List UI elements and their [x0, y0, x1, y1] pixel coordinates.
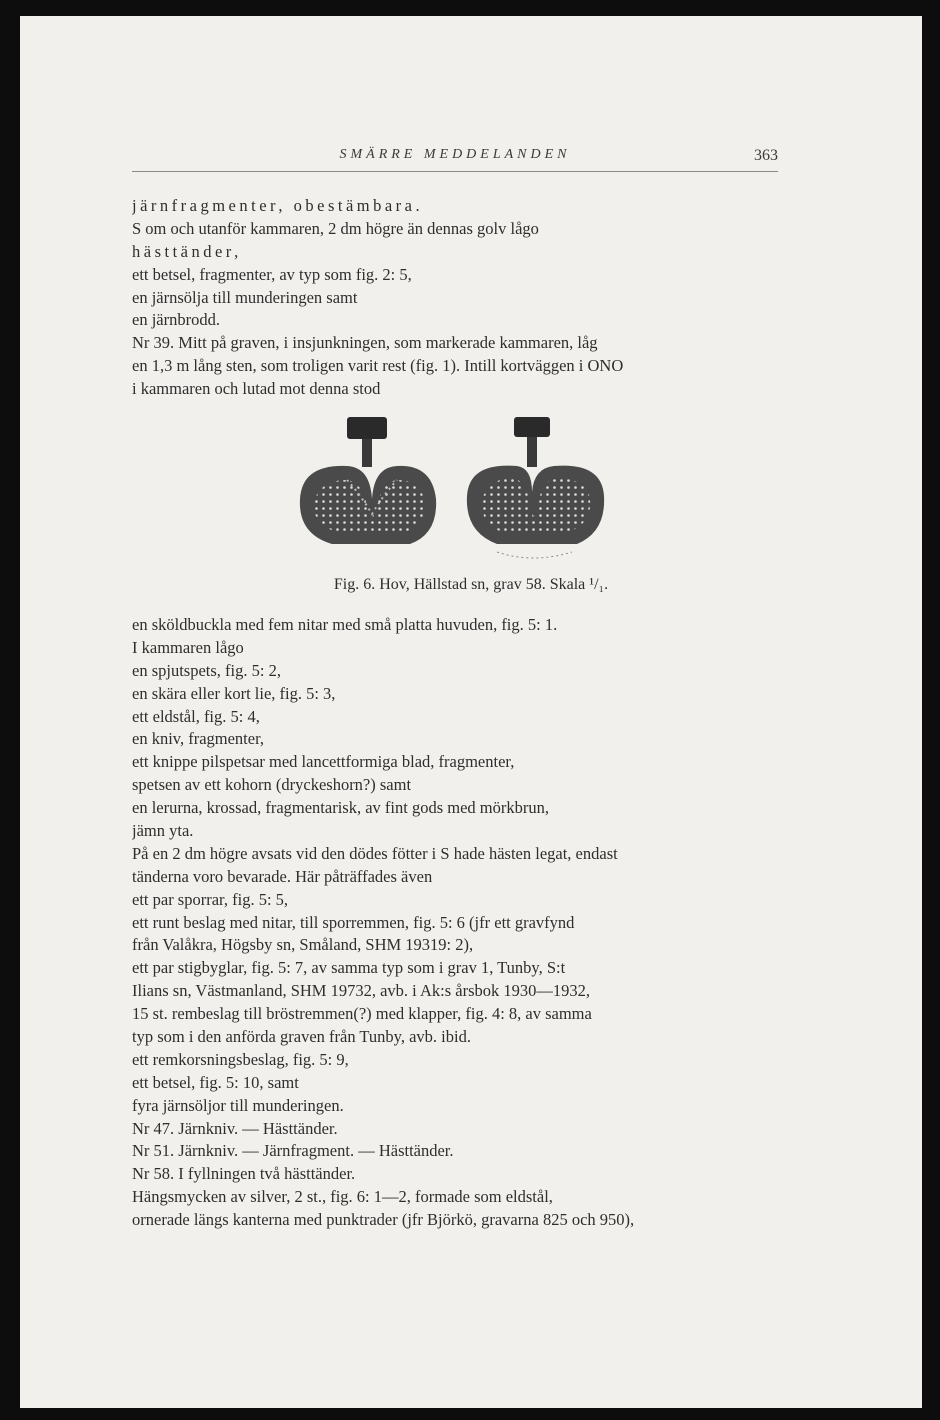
- page-header: [132, 147, 778, 169]
- figure-6-pendants: [292, 414, 612, 574]
- text-line: jämn yta.: [132, 821, 194, 841]
- text-line: S om och utanför kammaren, 2 dm högre än dennas golv lågo: [132, 218, 539, 238]
- text-line: en 1,3 m lång sten, som troligen varit rest (fig. 1). Intill kortväggen i ONO: [132, 356, 624, 376]
- pendant-illustration: [292, 414, 612, 574]
- text-line: ett par sporrar, fig. 5: 5,: [132, 889, 289, 909]
- text-line: I kammaren lågo: [132, 637, 244, 657]
- text-line: ett eldstål, fig. 5: 4,: [132, 706, 260, 726]
- text-line: ett betsel, fragmenter, av typ som fig. 2: 5,: [132, 264, 412, 284]
- running-title: SMÄRRE MEDDELANDEN: [339, 147, 571, 162]
- text-line: en spjutspets, fig. 5: 2,: [132, 660, 281, 680]
- text-block-bottom: [132, 614, 778, 1232]
- page-number: 363: [754, 147, 778, 164]
- text-line: hästtänder,: [132, 241, 242, 261]
- text-line: Nr 47. Järnkniv. — Hästtänder.: [132, 1118, 338, 1138]
- pendant-1: [300, 417, 436, 544]
- text-line: typ som i den anförda graven från Tunby, avb. ibid.: [132, 1027, 471, 1047]
- text-line: i kammaren och lutad mot denna stod: [132, 379, 381, 399]
- text-line: tänderna voro bevarade. Här påträffades även: [132, 866, 433, 886]
- text-line: ett par stigbyglar, fig. 5: 7, av samma typ som i grav 1, Tunby, S:t: [132, 958, 566, 978]
- text-line: en lerurna, krossad, fragmentarisk, av fint gods med mörkbrun,: [132, 798, 549, 818]
- text-line: Nr 39. Mitt på graven, i insjunkningen, som markerade kammaren, låg: [132, 333, 598, 353]
- text-line: ett remkorsningsbeslag, fig. 5: 9,: [132, 1049, 349, 1069]
- text-line: spetsen av ett kohorn (dryckeshorn?) samt: [132, 775, 412, 795]
- text-line: järnfragmenter, obestämbara.: [132, 196, 424, 215]
- book-page: [20, 16, 922, 1408]
- figure-caption: Fig. 6. Hov, Hällstad sn, grav 58. Skala ¹/₁.: [333, 576, 609, 593]
- text-line: fyra järnsöljor till munderingen.: [132, 1095, 344, 1115]
- header-rule: [132, 171, 778, 172]
- text-line: 15 st. rembeslag till bröstremmen(?) med klapper, fig. 4: 8, av samma: [132, 1004, 592, 1024]
- text-line: ett knippe pilspetsar med lancettformiga blad, fragmenter,: [132, 752, 515, 772]
- text-line: en järnbrodd.: [132, 310, 220, 330]
- text-line: en skära eller kort lie, fig. 5: 3,: [132, 683, 336, 703]
- text-line: Nr 58. I fyllningen två hästtänder.: [132, 1164, 356, 1184]
- text-line: ornerade längs kanterna med punktrader (jfr Björkö, gravarna 825 och 950),: [132, 1210, 635, 1230]
- text-line: en sköldbuckla med fem nitar med små platta huvuden, fig. 5: 1.: [132, 615, 558, 634]
- text-line: ett betsel, fig. 5: 10, samt: [132, 1072, 299, 1092]
- text-line: från Valåkra, Högsby sn, Småland, SHM 19319: 2),: [132, 935, 474, 955]
- text-line: På en 2 dm högre avsats vid den dödes fötter i S hade hästen legat, endast: [132, 843, 618, 863]
- text-block-top: [132, 195, 778, 401]
- text-line: Nr 51. Järnkniv. — Järnfragment. — Hästtänder.: [132, 1141, 454, 1161]
- text-line: en järnsölja till munderingen samt: [132, 287, 358, 307]
- text-line: ett runt beslag med nitar, till sporremmen, fig. 5: 6 (jfr ett gravfynd: [132, 912, 575, 932]
- pendant-2: [467, 417, 604, 558]
- text-line: en kniv, fragmenter,: [132, 729, 265, 749]
- text-line: Hängsmycken av silver, 2 st., fig. 6: 1—2, formade som eldstål,: [132, 1187, 553, 1207]
- text-line: Ilians sn, Västmanland, SHM 19732, avb. i Ak:s årsbok 1930—1932,: [132, 981, 591, 1001]
